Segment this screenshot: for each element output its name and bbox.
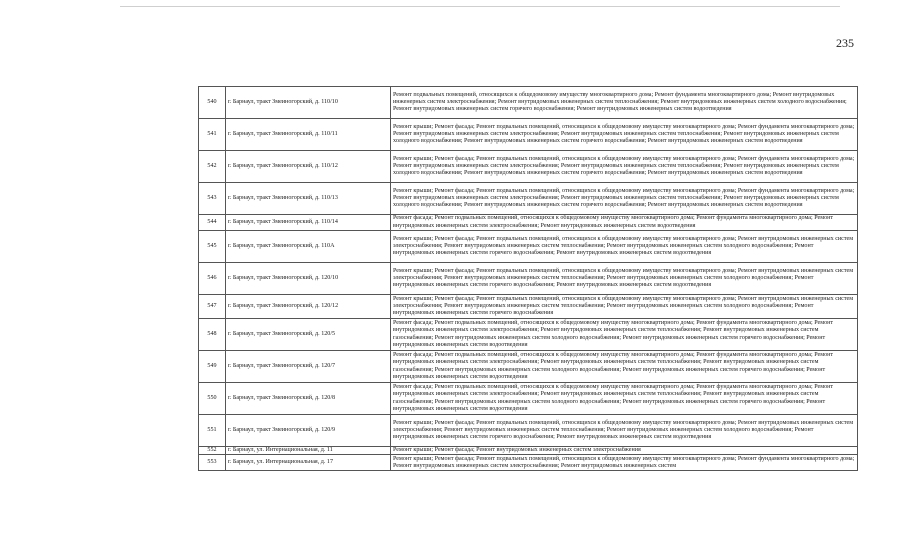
repair-works-cell: Ремонт фасада; Ремонт подвальных помещений, относящихся к общедомовому имуществу многоквартирного дома; Ремонт фундамента многоквартирного дома; Ремонт внутридомовых инженерных систем электроснабжения; Ремонт внутридомовых инженерных систем теплоснабжения; Ремонт внутридомовых инженерных систем газоснабжения; Ремонт внутридомовых инженерных систем холодного водоснабжения; Ремонт внутридомовых инженерных систем горячего водоснабжения; Ремонт внутридомовых инженерных систем водоотведения (391, 319, 858, 351)
table-row (199, 351, 858, 383)
table-row (199, 183, 858, 215)
repair-works-cell: Ремонт подвальных помещений, относящихся к общедомовому имуществу многоквартирного дома; Ремонт фундамента многоквартирного дома; Ремонт внутридомовых инженерных систем электроснабжения; Ремонт внутридомовых инженерных систем теплоснабжения; Ремонт внутридомовых инженерных систем холодного водоснабжения; Ремонт внутридомовых инженерных систем горячего водоснабжения; Ремонт внутридомовых инженерных систем водоотведения (391, 87, 858, 119)
repair-works-cell: Ремонт крыши; Ремонт фасада; Ремонт подвальных помещений, относящихся к общедомовому имуществу многоквартирного дома; Ремонт фундамента многоквартирного дома; Ремонт внутридомовых инженерных систем электроснабжения; Ремонт внутридомовых инженерных систем (391, 455, 858, 471)
row-number-cell: 542 (199, 151, 226, 183)
table-row (199, 295, 858, 319)
repair-works-cell: Ремонт крыши; Ремонт фасада; Ремонт подвальных помещений, относящихся к общедомовому имуществу многоквартирного дома; Ремонт фундамента многоквартирного дома; Ремонт внутридомовых инженерных систем электроснабжения; Ремонт внутридомовых инженерных систем теплоснабжения; Ремонт внутридомовых инженерных систем холодного водоснабжения; Ремонт внутридомовых инженерных систем горячего водоснабжения; Ремонт внутридомовых инженерных систем водоотведения (391, 119, 858, 151)
row-number-cell: 547 (199, 295, 226, 319)
address-cell: г. Барнаул, тракт Змеиногорский, д. 110/11 (226, 119, 391, 151)
row-number-cell: 550 (199, 383, 226, 415)
repair-works-cell: Ремонт крыши; Ремонт фасада; Ремонт подвальных помещений, относящихся к общедомовому имуществу многоквартирного дома; Ремонт внутридомовых инженерных систем электроснабжения; Ремонт внутридомовых инженерных систем теплоснабжения; Ремонт внутридомовых инженерных систем холодного водоснабжения; Ремонт внутридомовых инженерных систем горячего водоснабжения; Ремонт внутридомовых инженерных систем водоотведения (391, 415, 858, 447)
address-cell: г. Барнаул, тракт Змеиногорский, д. 120/10 (226, 263, 391, 295)
repair-works-cell: Ремонт фасада; Ремонт подвальных помещений, относящихся к общедомовому имуществу многоквартирного дома; Ремонт фундамента многоквартирного дома; Ремонт внутридомовых инженерных систем электроснабжения; Ремонт внутридомовых инженерных систем водоотведения (391, 215, 858, 231)
table-row (199, 319, 858, 351)
row-number-cell: 552 (199, 447, 226, 455)
page-number: 235 (836, 36, 854, 50)
address-cell: г. Барнаул, ул. Интернациональная, д. 17 (226, 455, 391, 471)
address-cell: г. Барнаул, тракт Змеиногорский, д. 110/10 (226, 87, 391, 119)
address-cell: г. Барнаул, ул. Интернациональная, д. 11 (226, 447, 391, 455)
table-row (199, 415, 858, 447)
repair-works-cell: Ремонт крыши; Ремонт фасада; Ремонт подвальных помещений, относящихся к общедомовому имуществу многоквартирного дома; Ремонт фундамента многоквартирного дома; Ремонт внутридомовых инженерных систем электроснабжения; Ремонт внутридомовых инженерных систем теплоснабжения; Ремонт внутридомовых инженерных систем холодного водоснабжения; Ремонт внутридомовых инженерных систем горячего водоснабжения; Ремонт внутридомовых инженерных систем водоотведения (391, 151, 858, 183)
row-number-cell: 540 (199, 87, 226, 119)
address-cell: г. Барнаул, тракт Змеиногорский, д. 120/9 (226, 415, 391, 447)
repair-works-cell: Ремонт фасада; Ремонт подвальных помещений, относящихся к общедомовому имуществу многоквартирного дома; Ремонт фундамента многоквартирного дома; Ремонт внутридомовых инженерных систем электроснабжения; Ремонт внутридомовых инженерных систем теплоснабжения; Ремонт внутридомовых инженерных систем газоснабжения; Ремонт внутридомовых инженерных систем холодного водоснабжения; Ремонт внутридомовых инженерных систем горячего водоснабжения; Ремонт внутридомовых инженерных систем водоотведения (391, 383, 858, 415)
repair-works-cell: Ремонт крыши; Ремонт фасада; Ремонт подвальных помещений, относящихся к общедомовому имуществу многоквартирного дома; Ремонт внутридомовых инженерных систем электроснабжения; Ремонт внутридомовых инженерных систем теплоснабжения; Ремонт внутридомовых инженерных систем холодного водоснабжения; Ремонт внутридомовых инженерных систем горячего водоснабжения; Ремонт внутридомовых инженерных систем водоотведения (391, 263, 858, 295)
table-row (199, 231, 858, 263)
address-cell: г. Барнаул, тракт Змеиногорский, д. 120/7 (226, 351, 391, 383)
address-cell: г. Барнаул, тракт Змеиногорский, д. 110/14 (226, 215, 391, 231)
row-number-cell: 546 (199, 263, 226, 295)
repair-works-cell: Ремонт крыши; Ремонт фасада; Ремонт внутридомовых инженерных систем электроснабжения (391, 447, 858, 455)
repair-works-cell: Ремонт фасада; Ремонт подвальных помещений, относящихся к общедомовому имуществу многоквартирного дома; Ремонт фундамента многоквартирного дома; Ремонт внутридомовых инженерных систем электроснабжения; Ремонт внутридомовых инженерных систем теплоснабжения; Ремонт внутридомовых инженерных систем газоснабжения; Ремонт внутридомовых инженерных систем холодного водоснабжения; Ремонт внутридомовых инженерных систем горячего водоснабжения; Ремонт внутридомовых инженерных систем водоотведения (391, 351, 858, 383)
table-row (199, 119, 858, 151)
row-number-cell: 543 (199, 183, 226, 215)
address-cell: г. Барнаул, тракт Змеиногорский, д. 110/13 (226, 183, 391, 215)
address-cell: г. Барнаул, тракт Змеиногорский, д. 120/5 (226, 319, 391, 351)
row-number-cell: 541 (199, 119, 226, 151)
table-row (199, 151, 858, 183)
repair-works-cell: Ремонт крыши; Ремонт фасада; Ремонт подвальных помещений, относящихся к общедомовому имуществу многоквартирного дома; Ремонт фундамента многоквартирного дома; Ремонт внутридомовых инженерных систем электроснабжения; Ремонт внутридомовых инженерных систем теплоснабжения; Ремонт внутридомовых инженерных систем холодного водоснабжения; Ремонт внутридомовых инженерных систем горячего водоснабжения; Ремонт внутридомовых инженерных систем водоотведения (391, 183, 858, 215)
table-row (199, 87, 858, 119)
table-row (199, 263, 858, 295)
table-row (199, 455, 858, 471)
row-number-cell: 548 (199, 319, 226, 351)
address-cell: г. Барнаул, тракт Змеиногорский, д. 120/8 (226, 383, 391, 415)
registry-table (198, 86, 858, 471)
address-cell: г. Барнаул, тракт Змеиногорский, д. 120/12 (226, 295, 391, 319)
address-cell: г. Барнаул, тракт Змеиногорский, д. 110А (226, 231, 391, 263)
table-row (199, 447, 858, 455)
table-row (199, 383, 858, 415)
registry-table-body (199, 87, 858, 471)
row-number-cell: 553 (199, 455, 226, 471)
scan-edge-line (120, 6, 840, 7)
repair-works-cell: Ремонт крыши; Ремонт фасада; Ремонт подвальных помещений, относящихся к общедомовому имуществу многоквартирного дома; Ремонт внутридомовых инженерных систем электроснабжения; Ремонт внутридомовых инженерных систем теплоснабжения; Ремонт внутридомовых инженерных систем холодного водоснабжения; Ремонт внутридомовых инженерных систем горячего водоснабжения (391, 295, 858, 319)
row-number-cell: 549 (199, 351, 226, 383)
row-number-cell: 551 (199, 415, 226, 447)
table-row (199, 215, 858, 231)
repair-works-cell: Ремонт крыши; Ремонт фасада; Ремонт подвальных помещений, относящихся к общедомовому имуществу многоквартирного дома; Ремонт внутридомовых инженерных систем электроснабжения; Ремонт внутридомовых инженерных систем теплоснабжения; Ремонт внутридомовых инженерных систем холодного водоснабжения; Ремонт внутридомовых инженерных систем горячего водоснабжения; Ремонт внутридомовых инженерных систем водоотведения (391, 231, 858, 263)
address-cell: г. Барнаул, тракт Змеиногорский, д. 110/12 (226, 151, 391, 183)
row-number-cell: 544 (199, 215, 226, 231)
row-number-cell: 545 (199, 231, 226, 263)
